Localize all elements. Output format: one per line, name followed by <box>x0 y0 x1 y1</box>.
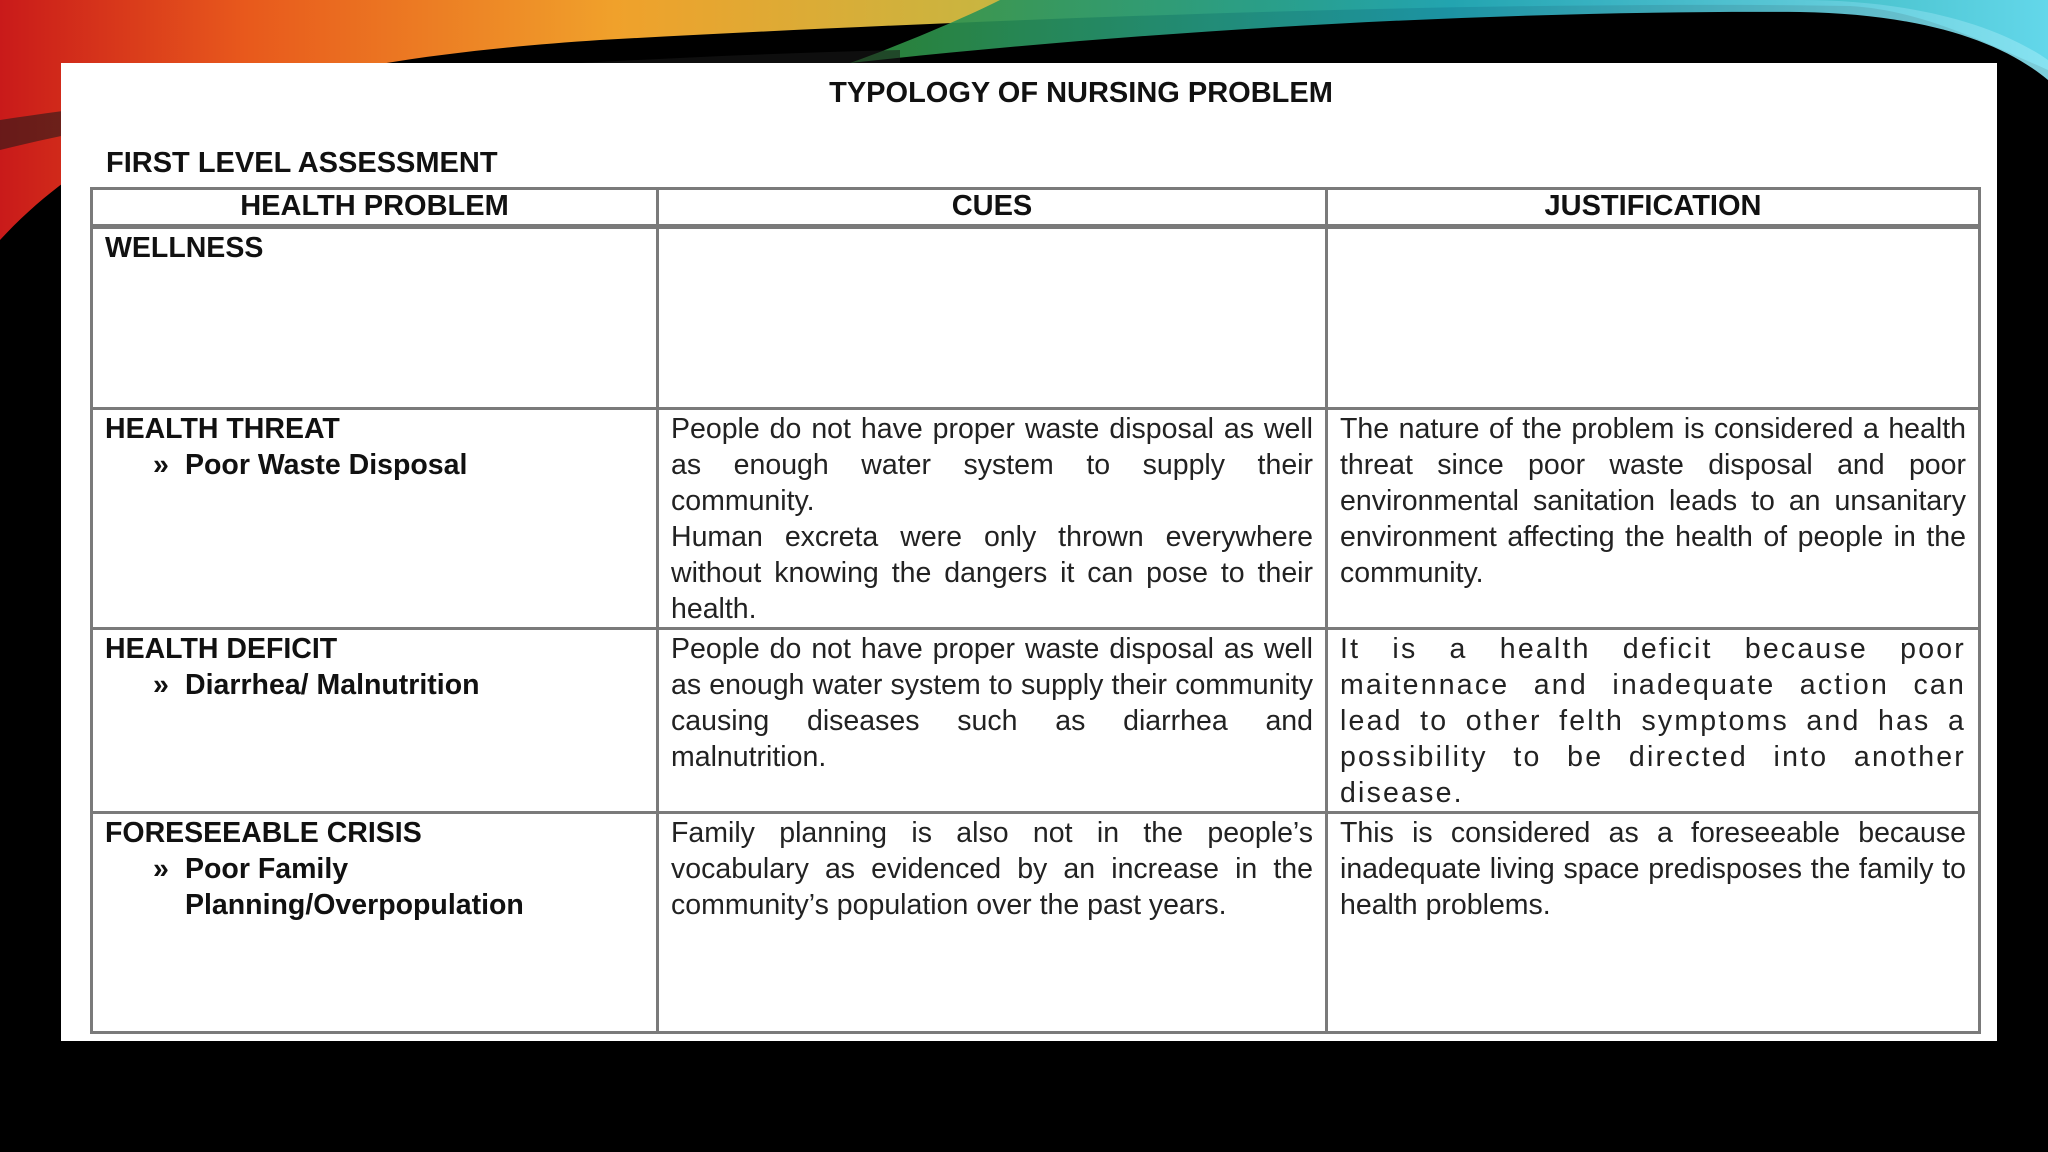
cue-text: People do not have proper waste disposal as well as enough water system to supply their community. <box>671 413 1313 517</box>
double-chevron-bullet-icon: » <box>153 669 169 701</box>
document-page <box>61 63 1997 1041</box>
cell-cues <box>658 227 1327 409</box>
problem-subitem <box>153 667 644 703</box>
problem-type-label: WELLNESS <box>105 232 264 264</box>
cell-justification: The nature of the problem is considered a health threat since poor waste disposal and poor environmental sanitation leads to an unsanitary environment affecting the health of people in the community. <box>1327 409 1980 629</box>
cell-cues <box>658 813 1327 1033</box>
table-row <box>92 629 1980 813</box>
cell-justification <box>1327 227 1980 409</box>
cell-justification: It is a health deficit because poor maitennace and inadequate action can lead to other felth symptoms and has a possibility to be directed into another disease. <box>1327 629 1980 813</box>
cell-cues <box>658 629 1327 813</box>
header-cues: CUES <box>658 189 1327 227</box>
table-header-row <box>92 189 1980 227</box>
document-title: TYPOLOGY OF NURSING PROBLEM <box>829 77 1333 109</box>
section-heading: FIRST LEVEL ASSESSMENT <box>106 147 498 179</box>
cue-text: Human excreta were only thrown everywhere without knowing the dangers it can pose to their health. <box>671 521 1313 625</box>
table-row <box>92 409 1980 629</box>
problem-type-label: HEALTH THREAT <box>105 413 340 445</box>
problem-name: Poor Waste Disposal <box>185 449 468 481</box>
cell-justification: This is considered as a foreseeable because inadequate living space predisposes the family to health problems. <box>1327 813 1980 1033</box>
table-row <box>92 813 1980 1033</box>
problem-type-label: HEALTH DEFICIT <box>105 633 338 665</box>
problem-subitem <box>153 447 644 483</box>
cell-health-problem <box>92 813 658 1033</box>
header-justification: JUSTIFICATION <box>1327 189 1980 227</box>
cue-text: People do not have proper waste disposal as well as enough water system to supply their community causing diseases such as diarrhea and malnutrition. <box>671 633 1313 773</box>
double-chevron-bullet-icon: » <box>153 853 169 885</box>
header-health-problem: HEALTH PROBLEM <box>92 189 658 227</box>
cell-health-problem <box>92 629 658 813</box>
nursing-problem-table <box>90 187 1981 1034</box>
cell-cues <box>658 409 1327 629</box>
cue-text: Family planning is also not in the people’s vocabulary as evidenced by an increase in the community’s population over the past years. <box>671 817 1313 921</box>
table-row <box>92 227 1980 409</box>
cell-health-problem <box>92 409 658 629</box>
problem-type-label: FORESEEABLE CRISIS <box>105 817 422 849</box>
double-chevron-bullet-icon: » <box>153 449 169 481</box>
problem-subitem <box>153 851 644 923</box>
problem-name: Poor Family Planning/Overpopulation <box>185 853 524 921</box>
problem-name: Diarrhea/ Malnutrition <box>185 669 480 701</box>
cell-health-problem <box>92 227 658 409</box>
